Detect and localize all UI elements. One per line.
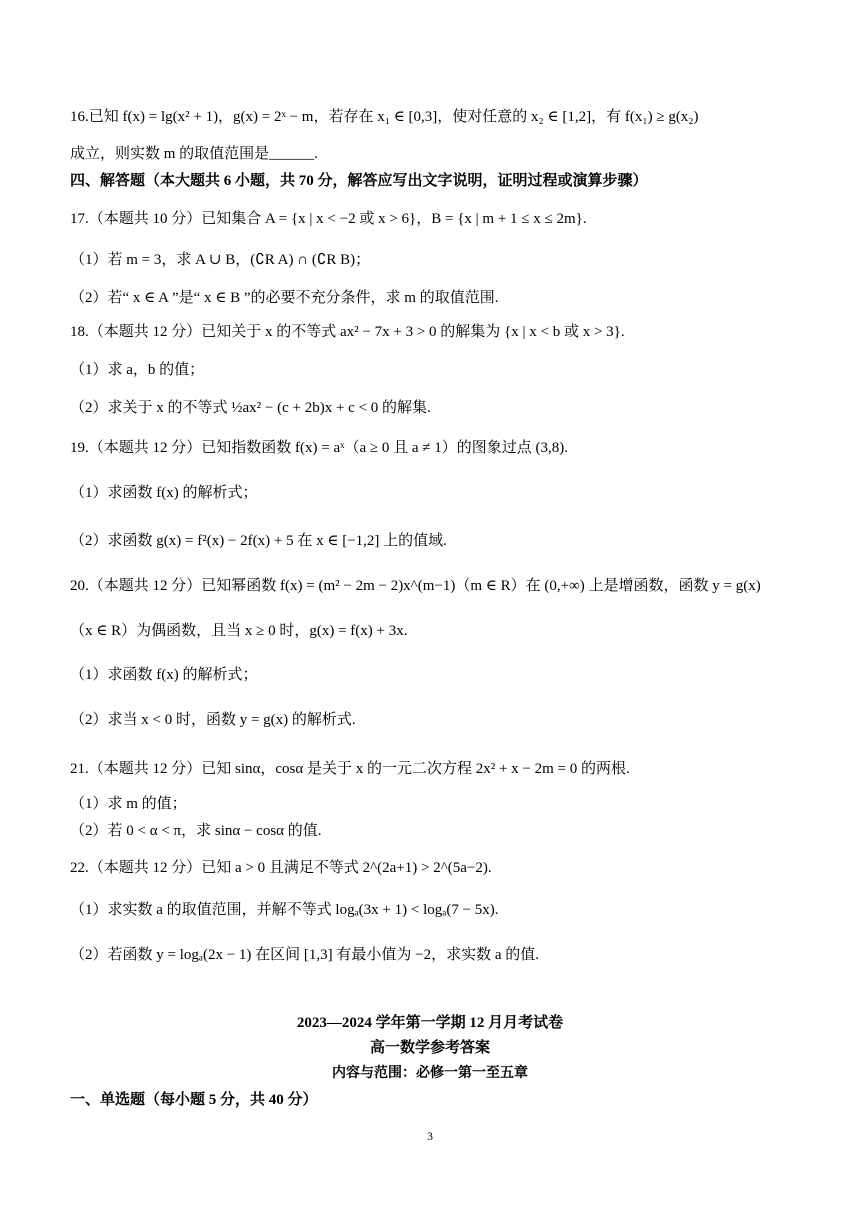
q20-part2: （2）求当 x < 0 时，函数 y = g(x) 的解析式. [70,712,356,728]
q17-part2: （2）若“ x ∈ A ”是“ x ∈ B ”的必要不充分条件，求 m 的取值范围. [70,290,499,306]
q21-part2: （2）若 0 < α < π，求 sinα − cosα 的值. [70,823,322,839]
page-number: 3 [427,1129,433,1143]
answer-scope: 内容与范围：必修一第一至五章 [332,1066,528,1081]
q21-stem: 21.（本题共 12 分）已知 sinα，cosα 是关于 x 的一元二次方程 2x² + x − 2m = 0 的两根. [70,761,630,777]
q22-part1: （1）求实数 a 的取值范围，并解不等式 logₐ(3x + 1) < logₐ(7 − 5x). [70,902,499,918]
q16-line2: 成立，则实数 m 的取值范围是______. [70,146,318,162]
answer-section-1: 一、单选题（每小题 5 分，共 40 分） [70,1092,318,1108]
q17-part1: （1）若 m = 3，求 A ∪ B，(∁R A) ∩ (∁R B)； [70,252,371,268]
answer-subtitle: 高一数学参考答案 [369,1040,490,1056]
q20-stem-2: （x ∈ R）为偶函数，且当 x ≥ 0 时，g(x) = f(x) + 3x. [70,623,408,639]
q19-stem: 19.（本题共 12 分）已知指数函数 f(x) = aˣ（a ≥ 0 且 a ≠ 1）的图象过点 (3,8). [70,440,568,456]
q19-part2: （2）求函数 g(x) = f²(x) − 2f(x) + 5 在 x ∈ [−1,2] 上的值域. [70,533,447,549]
q21-part1: （1）求 m 的值； [70,796,187,812]
section-4-heading: 四、解答题（本大题共 6 小题，共 70 分，解答应写出文字说明，证明过程或演算步骤） [70,173,648,189]
q20-stem-1: 20.（本题共 12 分）已知幂函数 f(x) = (m² − 2m − 2)x^(m−1)（m ∈ R）在 (0,+∞) 上是增函数，函数 y = g(x) [70,578,761,594]
q22-part2: （2）若函数 y = logₐ(2x − 1) 在区间 [1,3] 有最小值为 −2，求实数 a 的值. [70,947,540,963]
answer-title: 2023—2024 学年第一学期 12 月月考试卷 [296,1015,564,1031]
q18-part2: （2）求关于 x 的不等式 ½ax² − (c + 2b)x + c < 0 的解集. [70,400,431,416]
q16-line1: 16.已知 f(x) = lg(x² + 1)，g(x) = 2ˣ − m，若存在 x₁ ∈ [0,3]，使对任意的 x₂ ∈ [1,2]，有 f(x₁) ≥ g(x₂) [70,109,699,125]
q18-part1: （1）求 a，b 的值； [70,362,205,378]
q22-stem: 22.（本题共 12 分）已知 a > 0 且满足不等式 2^(2a+1) > 2^(5a−2). [70,860,492,876]
q19-part1: （1）求函数 f(x) 的解析式； [70,485,258,501]
q18-stem: 18.（本题共 12 分）已知关于 x 的不等式 ax² − 7x + 3 > 0 的解集为 {x | x < b 或 x > 3}. [70,324,625,340]
q20-part1: （1）求函数 f(x) 的解析式； [70,667,258,683]
q17-stem: 17.（本题共 10 分）已知集合 A = {x | x < −2 或 x > 6}，B = {x | m + 1 ≤ x ≤ 2m}. [70,211,587,227]
